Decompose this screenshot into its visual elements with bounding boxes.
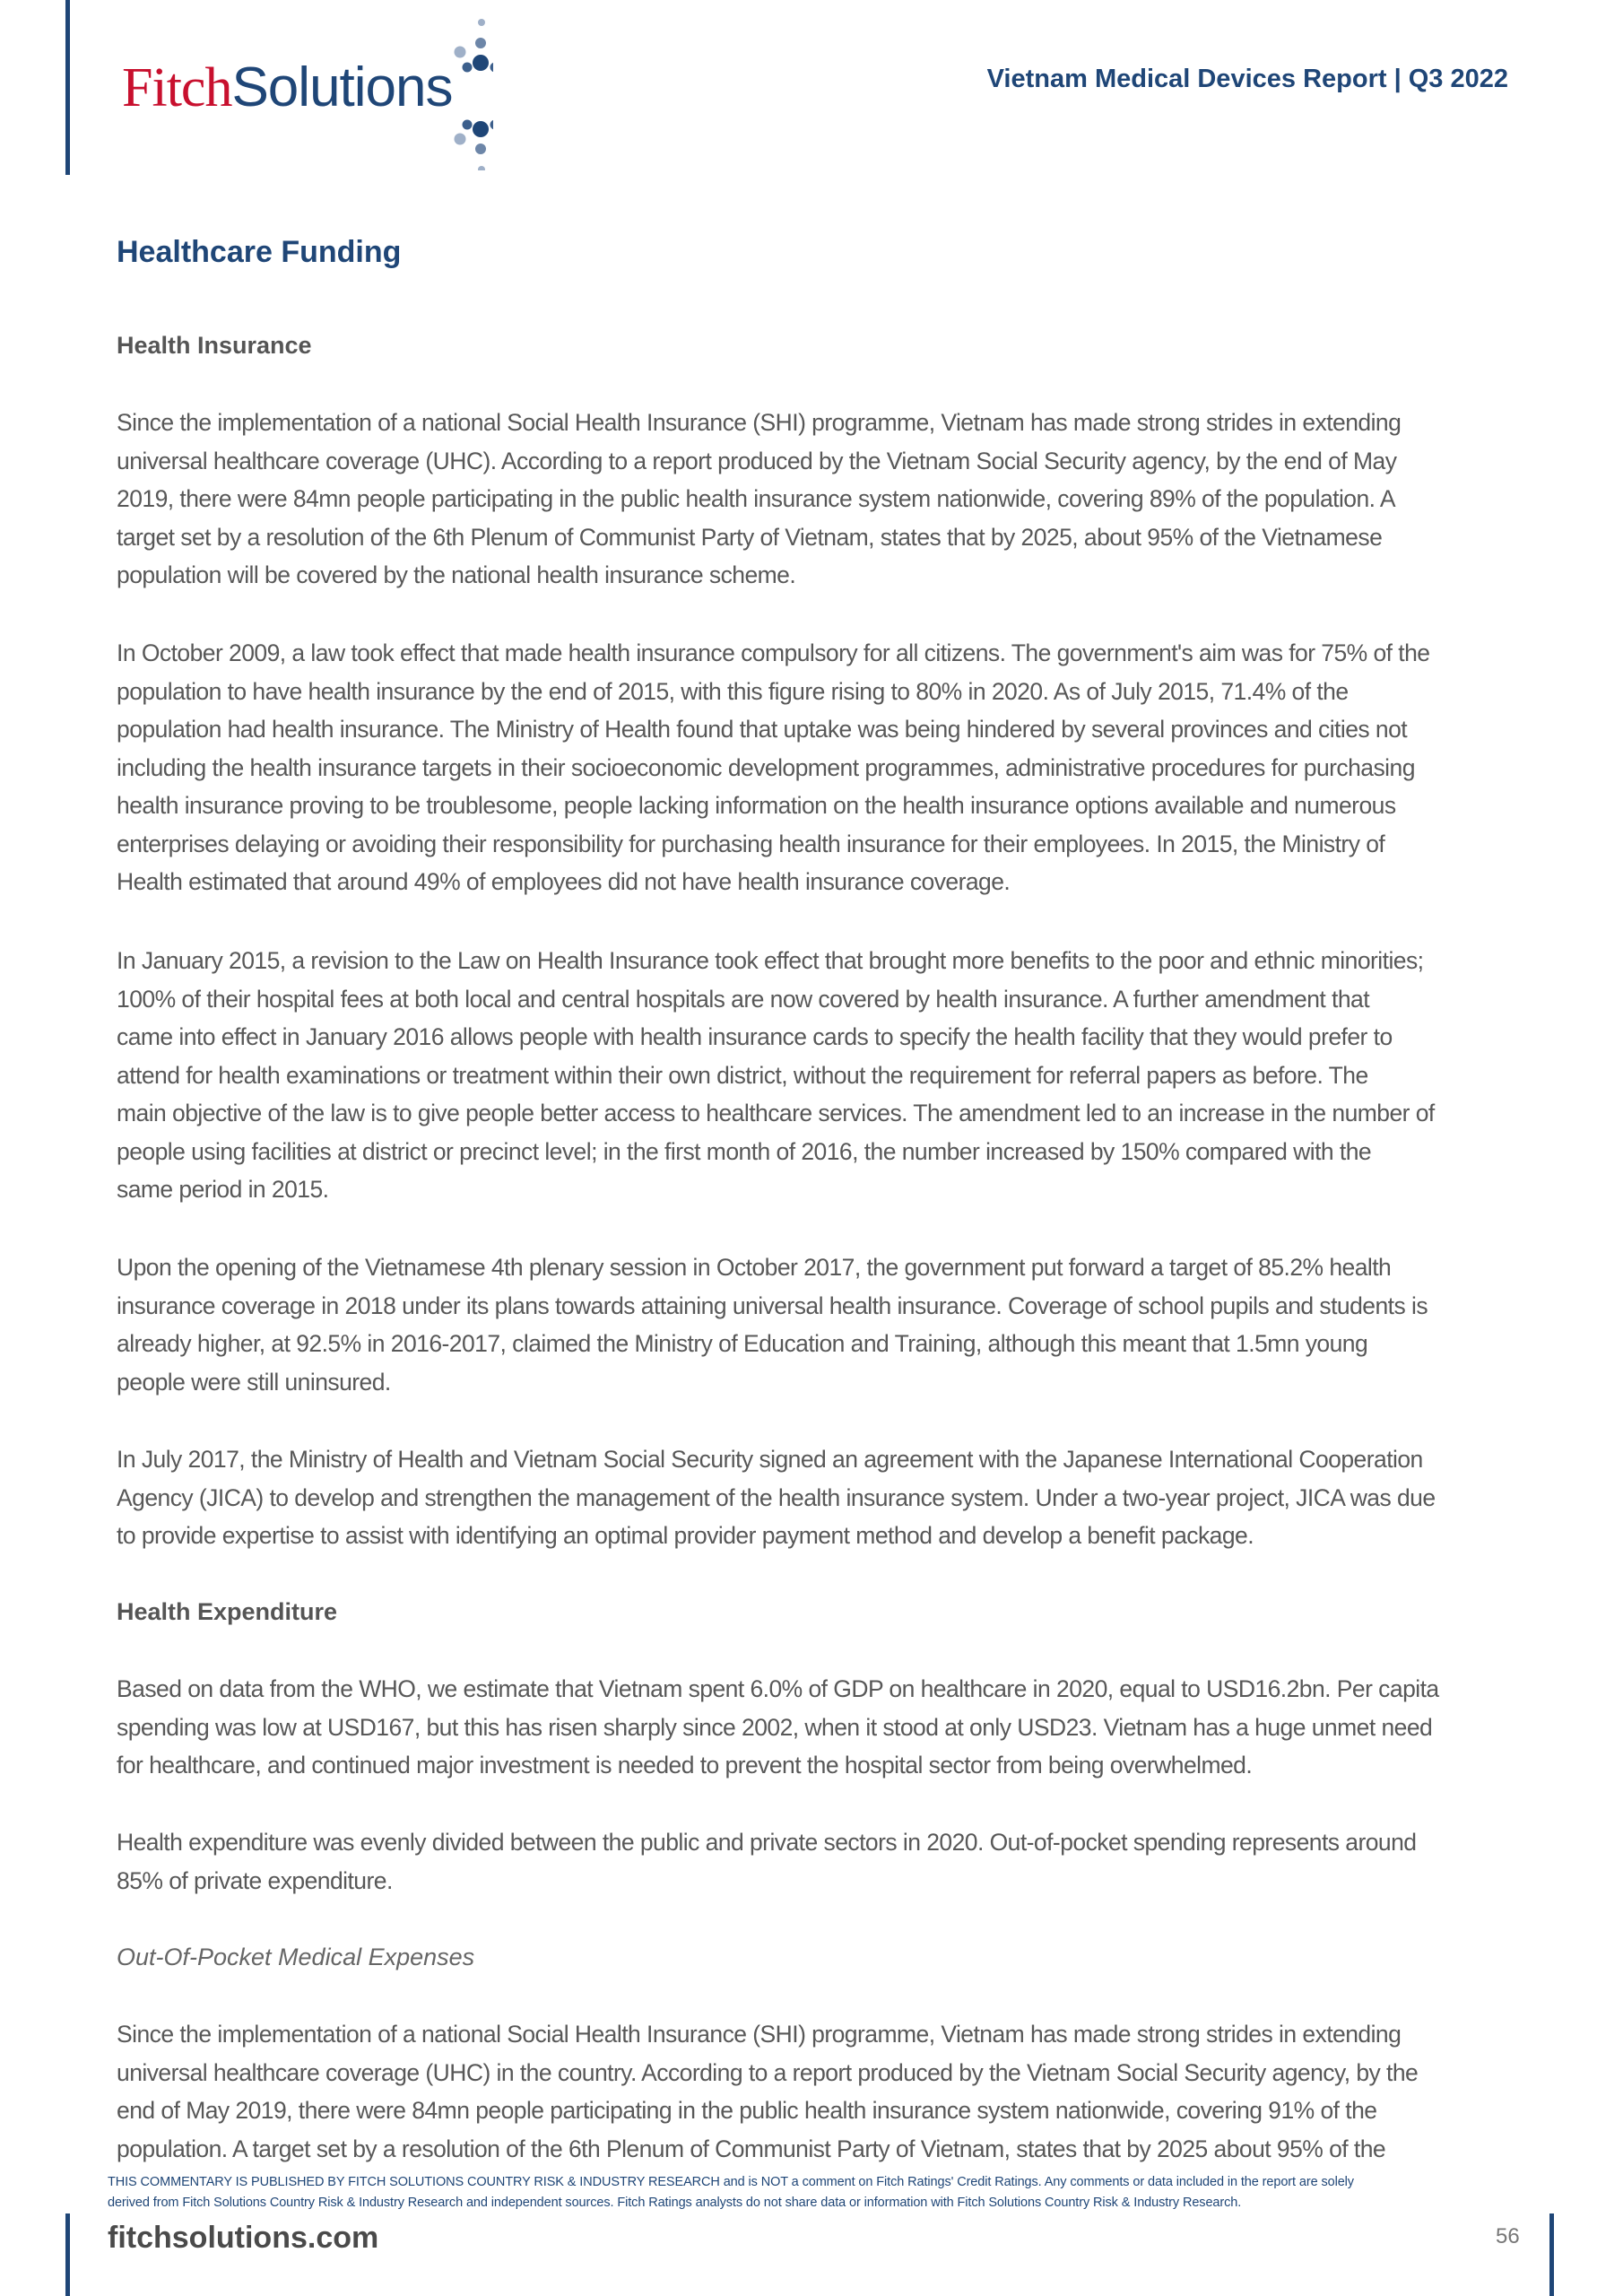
disclaimer-line: THIS COMMENTARY IS PUBLISHED BY FITCH SOLUTIONS COUNTRY RISK & INDUSTRY RESEARCH and is NOT a comment on Fitch Ratings' Credit Ratings. Any comments or data included in the report are solely xyxy=(108,2175,1354,2189)
paragraph xyxy=(117,2015,1515,2168)
paragraph xyxy=(117,634,1515,901)
paragraph xyxy=(117,1248,1515,1401)
text-line: universal healthcare coverage (UHC) in the country. According to a report produced by the Vietnam Social Security agency, by the xyxy=(117,2058,1419,2086)
text-line: target set by a resolution of the 6th Plenum of Communist Party of Vietnam, states that by 2025, about 95% of the Vietnamese xyxy=(117,523,1383,551)
subheading-health-expenditure: Health Expenditure xyxy=(117,1598,338,1625)
disclaimer-line: derived from Fitch Solutions Country Risk & Industry Research and independent sources. Fitch Ratings analysts do not share data or information with Fitch Solutions Country Risk & Industry Research. xyxy=(108,2196,1242,2210)
paragraph xyxy=(117,404,1515,595)
text-line: In January 2015, a revision to the Law on Health Insurance took effect that brought more benefits to the poor and ethnic minorities; xyxy=(117,947,1424,974)
text-line: including the health insurance targets in their socioeconomic development programmes, administrative procedures for purchasing xyxy=(117,753,1415,781)
text-line: Health estimated that around 49% of employees did not have health insurance coverage. xyxy=(117,868,1011,895)
text-line: population had health insurance. The Ministry of Health found that uptake was being hindered by several provinces and cities not xyxy=(117,716,1408,743)
paragraph xyxy=(117,1670,1515,1785)
text-line: people were still uninsured. xyxy=(117,1368,391,1396)
logo-fitch-text: Fitch xyxy=(122,57,232,118)
subheading-out-of-pocket: Out-Of-Pocket Medical Expenses xyxy=(117,1944,475,1970)
text-line: same period in 2015. xyxy=(117,1176,329,1203)
text-line: Since the implementation of a national Social Health Insurance (SHI) programme, Vietnam has made strong strides in extending xyxy=(117,409,1402,436)
footer-disclaimer xyxy=(108,2172,1560,2213)
text-line: main objective of the law is to give people better access to healthcare services. The amendment led to an increase in the number of xyxy=(117,1100,1435,1126)
text-line: Health expenditure was evenly divided between the public and private sectors in 2020. Out-of-pocket spending represents around xyxy=(117,1829,1417,1856)
text-line: people using facilities at district or precinct level; in the first month of 2016, the number increased by 150% compared with the xyxy=(117,1137,1372,1165)
accent-bar-bottom-right xyxy=(1549,2213,1554,2296)
text-line: enterprises delaying or avoiding their responsibility for purchasing health insurance for their employees. In 2015, the Ministry of xyxy=(117,830,1385,857)
text-line: population to have health insurance by the end of 2015, with this figure rising to 80% in 2020. As of July 2015, 71.4% of the xyxy=(117,677,1349,705)
text-line: Upon the opening of the Vietnamese 4th plenary session in October 2017, the government put forward a target of 85.2% health xyxy=(117,1254,1392,1281)
text-line: 2019, there were 84mn people participating in the public health insurance system nationwide, covering 89% of the population. A xyxy=(117,485,1395,512)
section-title: Healthcare Funding xyxy=(117,235,402,269)
text-line: spending was low at USD167, but this has risen sharply since 2002, when it stood at only USD23. Vietnam has a huge unmet need xyxy=(117,1713,1433,1741)
logo-dots-icon xyxy=(117,9,493,170)
text-line: 85% of private expenditure. xyxy=(117,1866,393,1894)
report-title: Vietnam Medical Devices Report | Q3 2022 xyxy=(986,65,1508,93)
footer-website-link[interactable]: fitchsolutions.com xyxy=(108,2221,379,2255)
text-line: came into effect in January 2016 allows people with health insurance cards to specify the health facility that they would prefer to xyxy=(117,1023,1393,1050)
text-line: already higher, at 92.5% in 2016-2017, claimed the Ministry of Education and Training, although this meant that 1.5mn young xyxy=(117,1330,1368,1357)
paragraph xyxy=(117,1440,1515,1555)
text-line: insurance coverage in 2018 under its plans towards attaining universal health insurance. Coverage of school pupils and students is xyxy=(117,1292,1428,1319)
fitch-solutions-logo xyxy=(117,9,493,170)
text-line: Based on data from the WHO, we estimate that Vietnam spent 6.0% of GDP on healthcare in 2020, equal to USD16.2bn. Per capita xyxy=(117,1675,1439,1702)
text-line: population. A target set by a resolution of the 6th Plenum of Communist Party of Vietnam, states that by 2025 about 95% of the xyxy=(117,2135,1386,2162)
page-number: 56 xyxy=(1496,2224,1520,2248)
paragraph xyxy=(117,1823,1515,1900)
text-line: end of May 2019, there were 84mn people participating in the public health insurance system nationwide, covering 91% of the xyxy=(117,2097,1377,2124)
logo-solutions-text: Solutions xyxy=(231,57,453,118)
text-line: health insurance proving to be troublesome, people lacking information on the health insurance options available and numerous xyxy=(117,792,1396,819)
text-line: Since the implementation of a national Social Health Insurance (SHI) programme, Vietnam has made strong strides in extending xyxy=(117,2021,1402,2048)
text-line: Agency (JICA) to develop and strengthen the management of the health insurance system. Under a two-year project, JICA was due xyxy=(117,1483,1436,1511)
text-line: population will be covered by the national health insurance scheme. xyxy=(117,561,796,588)
subheading-health-insurance: Health Insurance xyxy=(117,332,312,359)
text-line: 100% of their hospital fees at both local and central hospitals are now covered by health insurance. A further amendment that xyxy=(117,985,1370,1013)
accent-bar-top-left xyxy=(65,0,70,175)
accent-bar-bottom-left xyxy=(65,2213,70,2296)
text-line: for healthcare, and continued major investment is needed to prevent the hospital sector from being overwhelmed. xyxy=(117,1752,1253,1779)
text-line: to provide expertise to assist with identifying an optimal provider payment method and develop a benefit package. xyxy=(117,1522,1254,1549)
text-line: attend for health examinations or treatment within their own district, without the requirement for referral papers as before. The xyxy=(117,1061,1368,1089)
text-line: universal healthcare coverage (UHC). According to a report produced by the Vietnam Social Security agency, by the end of May xyxy=(117,447,1397,474)
text-line: In October 2009, a law took effect that made health insurance compulsory for all citizens. The government's aim was for 75% of the xyxy=(117,639,1430,666)
text-line: In July 2017, the Ministry of Health and Vietnam Social Security signed an agreement with the Japanese International Cooperation xyxy=(117,1446,1423,1473)
paragraph xyxy=(117,942,1515,1209)
